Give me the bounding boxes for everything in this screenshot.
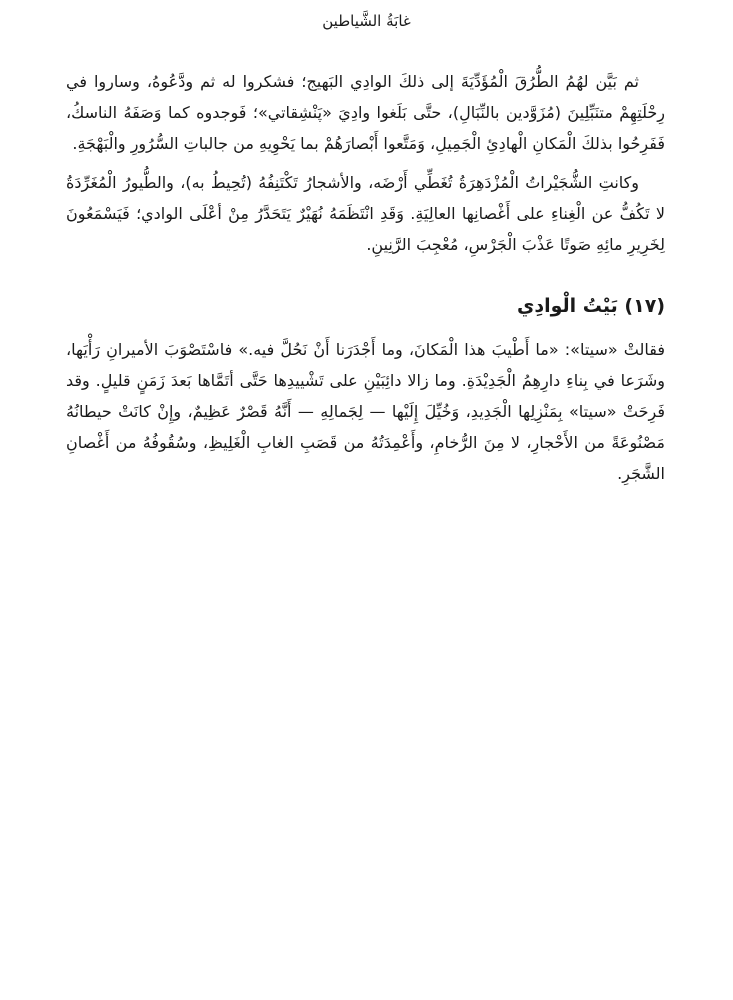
- paragraph: فقالتْ «سيتا»: «ما أَطْيبَ هذا الْمَكانَ، وما أَجْدَرَنا أَنْ نَحُلَّ فيه.» فاسْتَصْوَبَ الأميرانِ رَأْيَها، وشَرَعا في بِناءِ دارِهِمُ الْجَدِيْدَةِ. وما زالا دائِبَيْنِ على تَشْييدِها حَتَّى أتَمَّاها بَعدَ زَمَنٍ قليلٍ. وقد فَرِحَتْ «سيتا» بِمَنْزِلِها الْجَدِيدِ، وَخُيِّلَ إِلَيْها — لِجَمالِهِ — أَنَّهُ قَصْرٌ عَظِيمٌ، وإِنْ كانَتْ حيطانُهُ مَصْنُوعَةً من الأَحْجارِ، لا مِنَ الرُّخامِ، وأَعْمِدَتُهُ من قَصَبِ الغابِ الْغَلِيظِ، وسُقُوفُهُ من أَغْصانِ الشَّجَرِ.: [66, 340, 665, 483]
- chapter-title: (١٧) بَيْتُ الْوادِي: [516, 295, 665, 317]
- page-body: [66, 66, 665, 497]
- running-header: غابَةُ الشَّياطين: [322, 12, 411, 30]
- paragraph: ثم بَيَّن لهُمُ الطُّرُقَ الْمُؤَدِّيَةَ إلى ذلكَ الوادِي البَهيج؛ فشكروا له ثم ودَّعُوهُ، وساروا في رِحْلَتِهِمْ متنَبِّلِينَ (مُزَوَّدين بالنِّبَالِ)، حتَّى بَلَغوا وادِيَ «پَنْشِقاتي»؛ فَوجدوه كما وَصَفَهُ الناسكُ، فَفَرِحُوا بذلكَ الْمَكانِ الْهادِئِ الْجَمِيلِ، وَمَتَّعوا أَبْصارَهُمْ بما يَحْوِيهِ من جالباتِ السُّرُورِ والْبَهْجَةِ.: [66, 72, 665, 153]
- paragraph: وكانتِ الشُّجَيْراتُ الْمُزْدَهِرَةُ تُغَطِّي أَرْضَه، والأشجارُ تَكْتَنِفُهُ (تُحِيطُ به)، والطُّيورُ الْمُغَرِّدَةُ لا تَكُفُّ عن الْغِناءِ على أَغْصانِها العالِيَةِ. وَقَدِ انْتَظَمَهُ نُهَيْرٌ يَتَحَدَّرُ مِنْ أعْلَى الوادي؛ فَيَسْمَعُونَ لِخَرِيرِ مائِهِ صَوتًا عَذْبَ الْجَرْسِ، مُعْجِبَ الرَّنِينِ.: [66, 173, 665, 254]
